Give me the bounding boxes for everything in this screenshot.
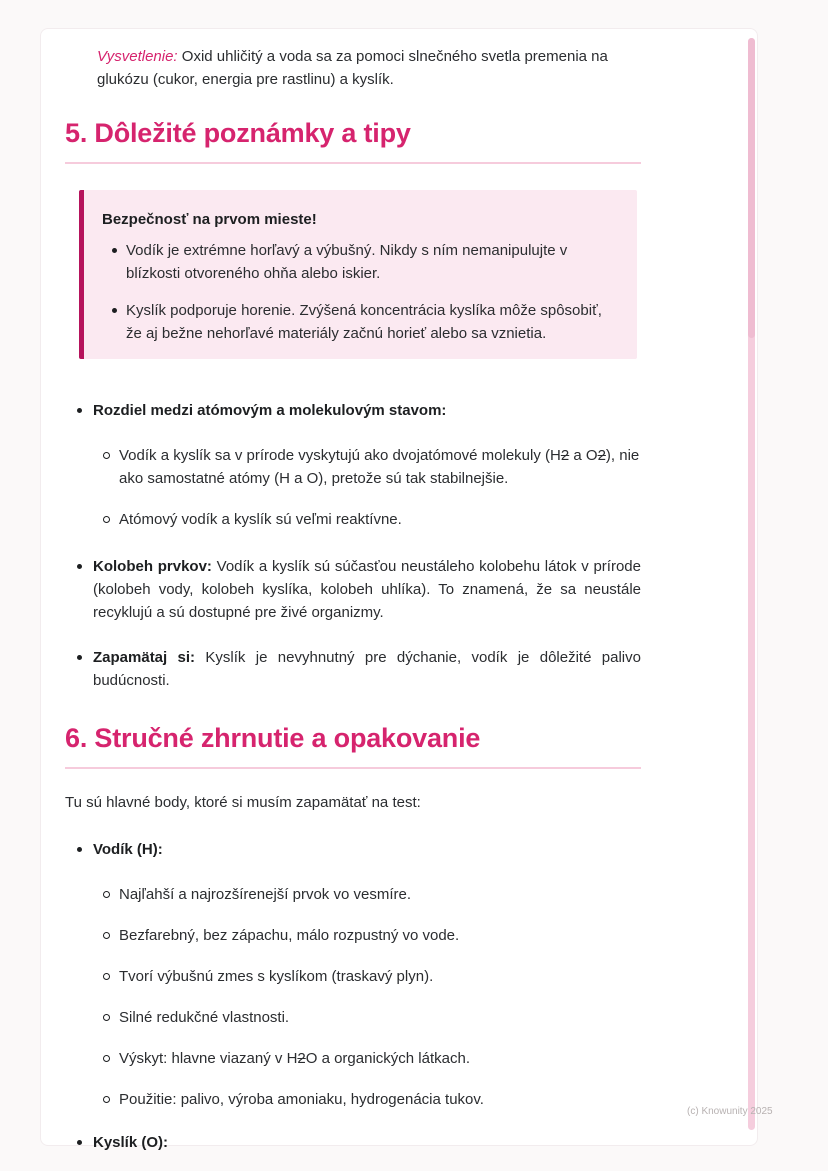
list-subitem [93,965,641,988]
explanation-label: Vysvetlenie: [97,48,178,65]
list-subitem-text: Tvorí výbušnú zmes s kyslíkom (traskavý plyn). [119,968,434,985]
list-subitem [93,444,641,490]
circle-bullet-icon [103,891,110,898]
list-item-label: Kolobeh prvkov: [93,558,212,575]
bullet-icon [112,308,117,313]
list-item-label: Vodík (H): [93,841,163,858]
bullet-icon [77,564,82,569]
list-item [102,299,611,345]
circle-bullet-icon [103,973,110,980]
safety-callout [79,190,637,359]
circle-bullet-icon [103,1014,110,1021]
list-item [65,555,641,624]
list-item [65,1131,641,1154]
list-item [65,838,641,861]
watermark: (c) Knowunity 2025 [687,1106,773,1117]
list-item-label: Rozdiel medzi atómovým a molekulovým stavom: [93,402,447,419]
section-6-title: 6. Stručné zhrnutie a opakovanie [65,722,641,769]
callout-item-text: Kyslík podporuje horenie. Zvýšená koncentrácia kyslíka môže spôsobiť, že aj bežne nehorľavé materiály začnú horieť alebo sa vznietia. [126,302,602,342]
list-item [65,646,641,692]
subscript-2: 2 [597,447,606,464]
explanation-text: Oxid uhličitý a voda sa za pomoci slnečného svetla premenia na glukózu (cukor, energia pre rastlinu) a kyslík. [97,48,608,88]
circle-bullet-icon [103,1055,110,1062]
list-subitem-text: Najľahší a najrozšírenejší prvok vo vesmíre. [119,886,411,903]
list-item [65,399,641,422]
callout-item-text: Vodík je extrémne horľavý a výbušný. Nikdy s ním nemanipulujte v blízkosti otvoreného ohňa alebo iskier. [126,242,568,282]
circle-bullet-icon [103,932,110,939]
circle-bullet-icon [103,516,110,523]
bullet-icon [112,248,117,253]
circle-bullet-icon [103,1096,110,1103]
list-item-label: Zapamätaj si: [93,649,196,666]
circle-bullet-icon [103,452,110,459]
subscript-2: 2 [560,447,570,464]
list-subitem-text: Použitie: palivo, výroba amoniaku, hydrogenácia tukov. [119,1091,484,1108]
list-subitem [93,508,641,531]
callout-title: Bezpečnosť na prvom mieste! [102,211,317,228]
list-item-label: Kyslík (O): [93,1134,169,1151]
summary-lead-text: Tu sú hlavné body, ktoré si musím zapamätať na test: [65,794,421,811]
list-subitem-text: Vodík a kyslík sa v prírode vyskytujú ako dvojatómové molekuly (H2 a O2), nie ako samostatné atómy (H a O), pretože sú tak stabilnejšie. [119,447,640,487]
list-subitem-text: Silné redukčné vlastnosti. [119,1009,290,1026]
list-subitem-text: Atómový vodík a kyslík sú veľmi reaktívne. [119,511,402,528]
scrollbar[interactable] [748,38,755,1130]
bullet-icon [77,655,82,660]
bullet-icon [77,408,82,413]
document-card [40,28,758,1151]
list-item [102,239,611,285]
list-subitem [93,883,641,906]
section-5-title: 5. Dôležité poznámky a tipy [65,117,641,164]
list-subitem-text: Výskyt: hlavne viazaný v H2O a organických látkach. [119,1050,470,1067]
bullet-icon [77,1140,82,1145]
list-subitem [93,1006,641,1029]
document-content [65,45,641,1154]
scrollbar-thumb[interactable] [748,38,755,338]
list-subitem [93,1047,641,1070]
subscript-2: 2 [297,1050,306,1067]
bullet-icon [77,847,82,852]
list-item-text: Zapamätaj si: Kyslík je nevyhnutný pre dýchanie, vodík je dôležité palivo budúcnosti. [93,649,641,689]
explanation-paragraph [97,45,641,91]
list-subitem-text: Bezfarebný, bez zápachu, málo rozpustný vo vode. [119,927,460,944]
list-item-text: Kolobeh prvkov: Vodík a kyslík sú súčasťou neustáleho kolobehu látok v prírode (kolobeh vody, kolobeh kyslíka, kolobeh uhlíka). To znamená, že sa neustále recyklujú a sú dostupné pre živé organizmy. [93,558,641,621]
list-subitem [93,1088,641,1111]
list-subitem [93,924,641,947]
